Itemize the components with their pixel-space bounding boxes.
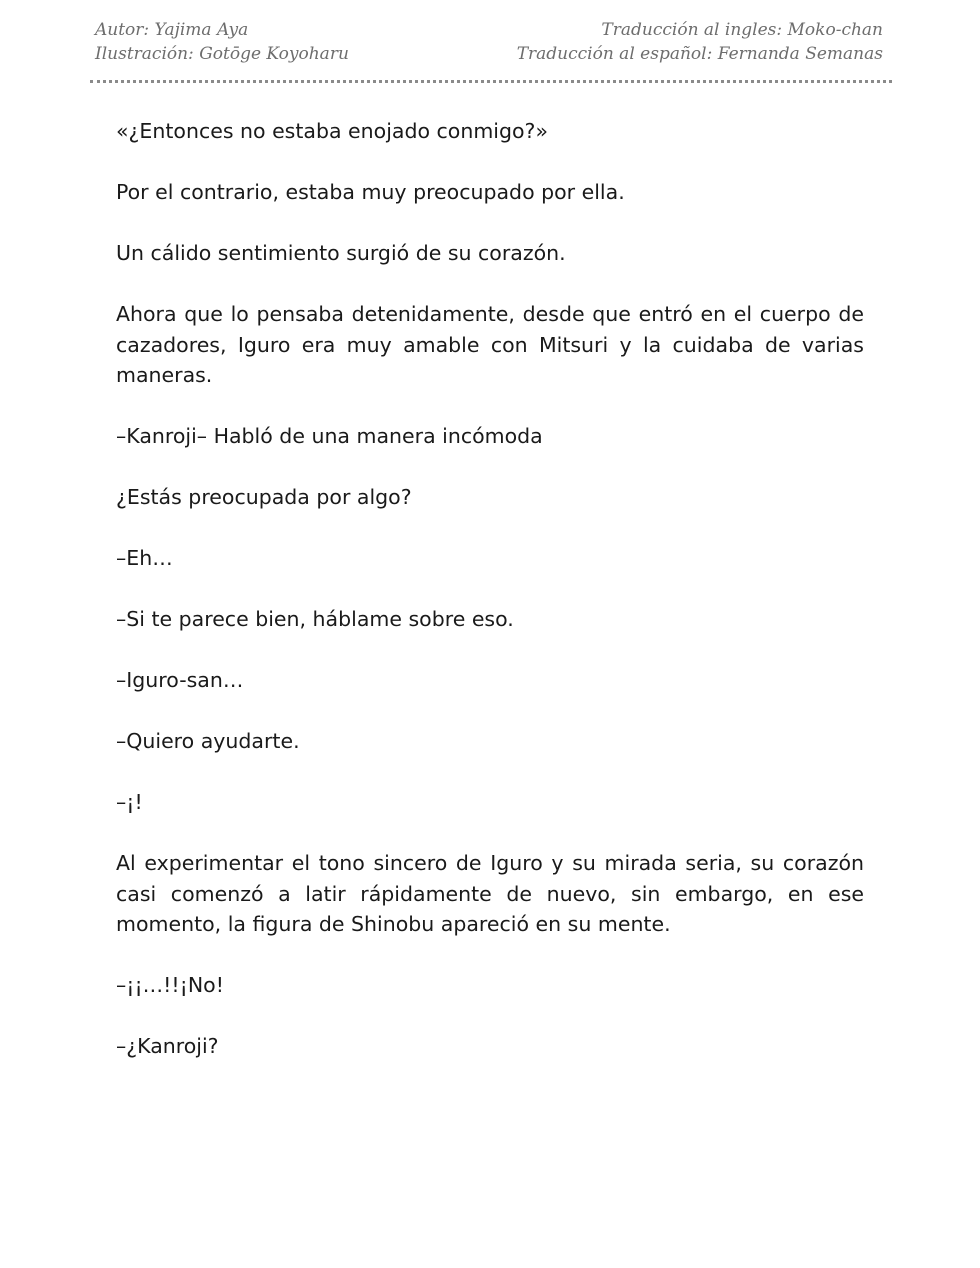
paragraph: –¿Kanroji? bbox=[116, 1034, 219, 1058]
header-divider bbox=[90, 80, 892, 83]
spanish-translation-credit: Traducción al español: Fernanda Semanas bbox=[516, 44, 883, 64]
paragraph: –Kanroji– Habló de una manera incómoda bbox=[116, 424, 543, 448]
english-translation-credit: Traducción al ingles: Moko-chan bbox=[601, 20, 883, 40]
paragraph: –¡¡…!!¡No! bbox=[116, 973, 224, 997]
paragraph: Un cálido sentimiento surgió de su corazón. bbox=[116, 241, 566, 265]
page-header bbox=[95, 18, 883, 66]
paragraph: ¿Estás preocupada por algo? bbox=[116, 485, 412, 509]
illustration-credit: Ilustración: Gotōge Koyoharu bbox=[95, 44, 349, 64]
paragraph: Al experimentar el tono sincero de Iguro y su mirada seria, su corazón casi comenzó a latir rápidamente de nuevo, sin embargo, en ese momento, la figura de Shinobu apareció en su mente. bbox=[116, 851, 864, 936]
paragraph: –Si te parece bien, háblame sobre eso. bbox=[116, 607, 514, 631]
paragraph: Ahora que lo pensaba detenidamente, desde que entró en el cuerpo de cazadores, Iguro era muy amable con Mitsuri y la cuidaba de varias maneras. bbox=[116, 302, 864, 387]
paragraph: –¡! bbox=[116, 790, 143, 814]
paragraph: –Eh… bbox=[116, 546, 173, 570]
paragraph: –Iguro-san… bbox=[116, 668, 244, 692]
paragraph: «¿Entonces no estaba enojado conmigo?» bbox=[116, 119, 548, 143]
paragraph: –Quiero ayudarte. bbox=[116, 729, 300, 753]
header-row-1 bbox=[95, 18, 883, 42]
story-text bbox=[116, 116, 864, 1092]
paragraph: Por el contrario, estaba muy preocupado por ella. bbox=[116, 180, 625, 204]
author-credit: Autor: Yajima Aya bbox=[95, 20, 249, 40]
header-row-2 bbox=[95, 42, 883, 66]
